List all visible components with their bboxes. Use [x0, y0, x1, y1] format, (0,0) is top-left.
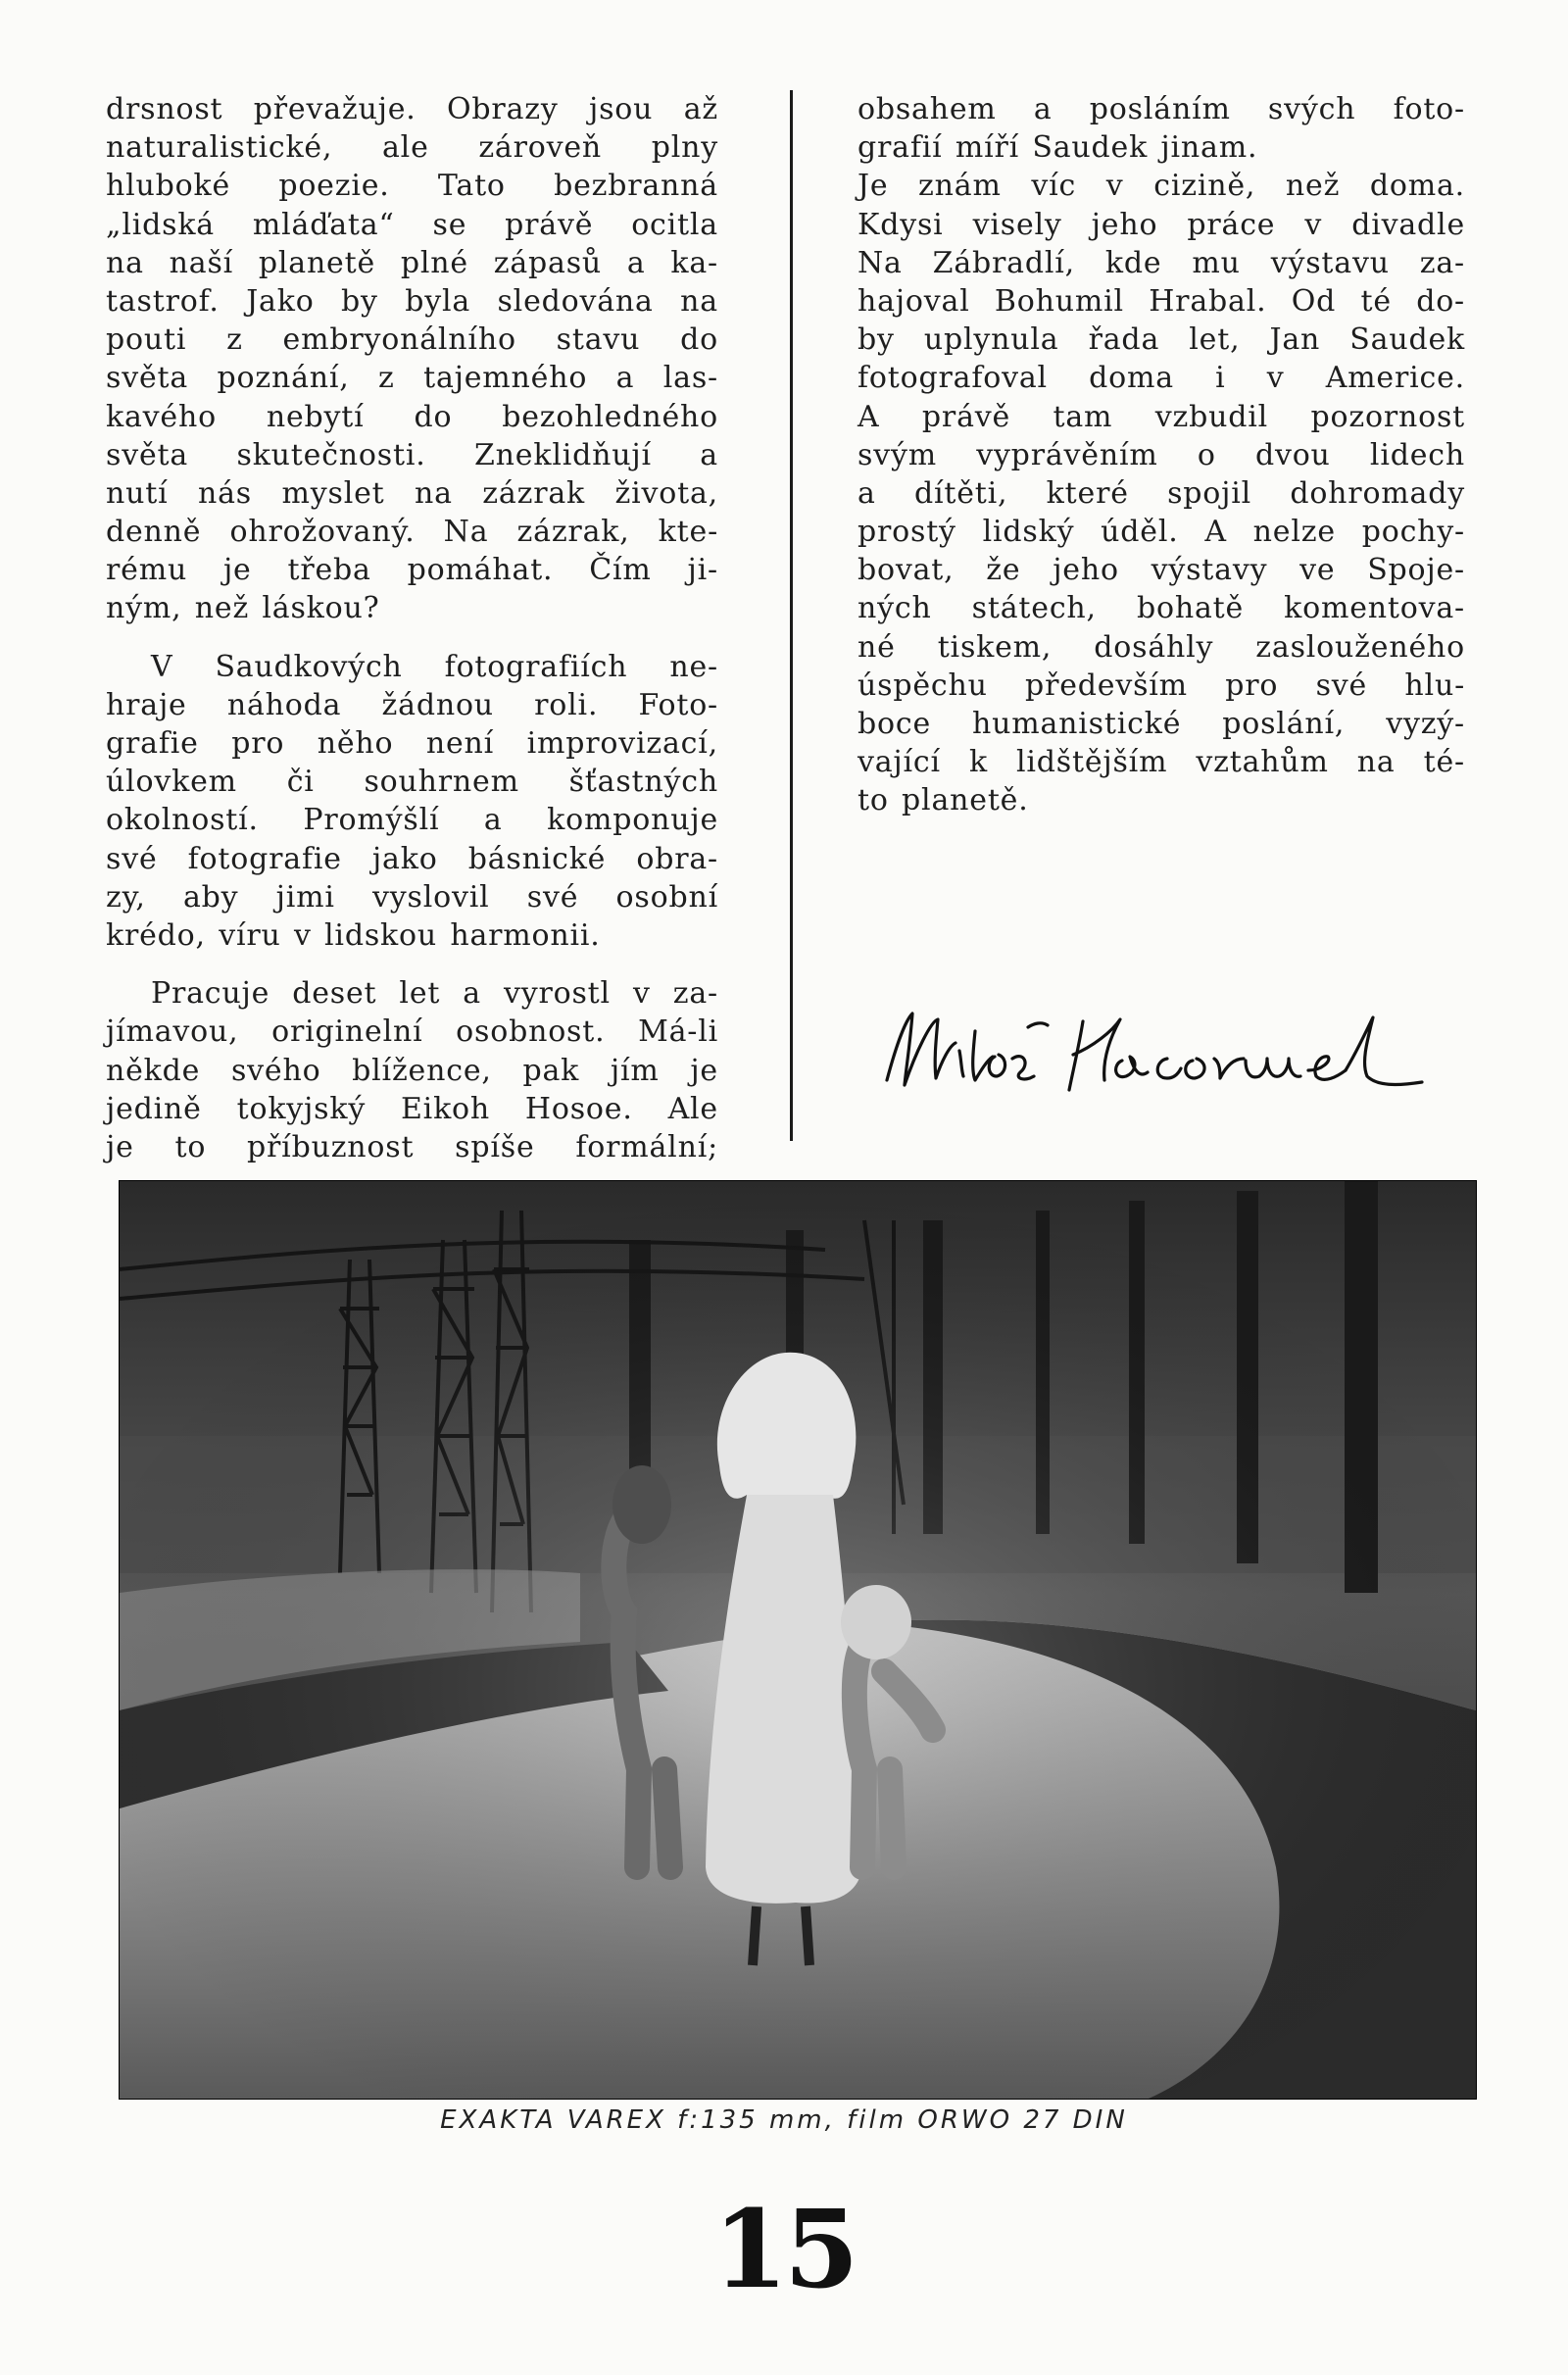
text-line: Na Zábradlí, kde mu výstavu za-: [858, 245, 1465, 280]
text-line: jedině tokyjský Eikoh Hosoe. Ale: [106, 1091, 718, 1126]
text-line: nutí nás myslet na zázrak života,: [106, 475, 718, 511]
text-line: svým vyprávěním o dvou lidech: [858, 437, 1465, 472]
text-line: světa poznání, z tajemného a las-: [106, 361, 718, 396]
left-paragraph-2: [106, 648, 718, 956]
text-line: A právě tam vzbudil pozornost: [858, 399, 1465, 434]
text-line: zy, aby jimi vyslovil své osobní: [106, 879, 718, 915]
author-signature: [877, 992, 1436, 1110]
text-line: úspěchu především pro své hlu-: [858, 668, 1465, 703]
text-line: grafií míří Saudek jinam.: [858, 130, 1258, 166]
text-line: drsnost převažuje. Obrazy jsou až: [106, 92, 718, 126]
right-paragraph-1: [858, 90, 1465, 820]
text-line: boce humanistické poslání, vyzý-: [858, 707, 1465, 741]
text-line: grafie pro něho není improvizací,: [106, 726, 718, 761]
left-paragraph-3: [106, 974, 718, 1166]
text-line: tastrof. Jako by byla sledována na: [106, 283, 718, 319]
text-line: světa skutečnosti. Zneklidňují a: [106, 437, 718, 472]
page-number: 15: [712, 2186, 856, 2312]
text-line: naturalistické, ale zároveň plny: [106, 130, 718, 166]
text-line: ným, než láskou?: [106, 591, 380, 626]
column-divider: [790, 90, 793, 1141]
text-line: někde svého blížence, pak jím je: [106, 1053, 718, 1088]
left-paragraph-1: [106, 90, 718, 628]
text-line: Kdysi visely jeho práce v divadle: [858, 207, 1465, 242]
text-line: na naší planetě plné zápasů a ka-: [106, 245, 718, 280]
paragraph-gap: [106, 628, 718, 648]
photograph: [119, 1180, 1477, 2100]
text-line: kavého nebytí do bezohledného: [106, 399, 718, 434]
text-line: úlovkem či souhrnem šťastných: [106, 765, 718, 800]
text-line: své fotografie jako básnické obra-: [106, 841, 718, 876]
text-line: obsahem a posláním svých foto-: [858, 92, 1465, 126]
text-line: Pracuje deset let a vyrostl v za-: [151, 976, 718, 1012]
text-line: denně ohrožovaný. Na zázrak, kte-: [106, 515, 718, 550]
text-line: prostý lidský úděl. A nelze pochy-: [858, 515, 1465, 550]
text-line: okolností. Promýšlí a komponuje: [106, 803, 718, 838]
text-line: je to příbuznost spíše formální;: [106, 1129, 718, 1164]
text-line: bovat, že jeho výstavy ve Spoje-: [858, 553, 1465, 588]
text-line: hraje náhoda žádnou roli. Foto-: [106, 687, 718, 722]
text-line: krédo, víru v lidskou harmonii.: [106, 917, 601, 953]
text-line: hluboké poezie. Tato bezbranná: [106, 169, 718, 204]
text-line: a dítěti, které spojil dohromady: [858, 475, 1465, 511]
text-line: to planetě.: [858, 783, 1029, 818]
text-line: né tiskem, dosáhly zaslouženého: [858, 629, 1465, 665]
text-line: vající k lidštějším vztahům na té-: [858, 745, 1465, 780]
text-line: „lidská mláďata“ se právě ocitla: [106, 207, 718, 242]
text-line: ných státech, bohatě komentova-: [858, 591, 1465, 626]
text-line: jímavou, originelní osobnost. Má-li: [106, 1014, 718, 1050]
text-line: hajoval Bohumil Hrabal. Od té do-: [858, 283, 1465, 319]
paragraph-gap: [106, 955, 718, 974]
text-line: rému je třeba pomáhat. Čím ji-: [106, 553, 718, 588]
right-text-column: [858, 90, 1465, 820]
text-line: V Saudkových fotografiích ne-: [151, 649, 718, 684]
text-line: by uplynula řada let, Jan Saudek: [858, 322, 1465, 358]
photo-caption: EXAKTA VAREX f:135 mm, film ORWO 27 DIN: [440, 2105, 1128, 2135]
text-line: pouti z embryonálního stavu do: [106, 322, 718, 358]
text-line: Je znám víc v cizině, než doma.: [858, 169, 1465, 204]
text-line: fotografoval doma i v Americe.: [858, 361, 1465, 396]
left-text-column: [106, 90, 718, 1166]
